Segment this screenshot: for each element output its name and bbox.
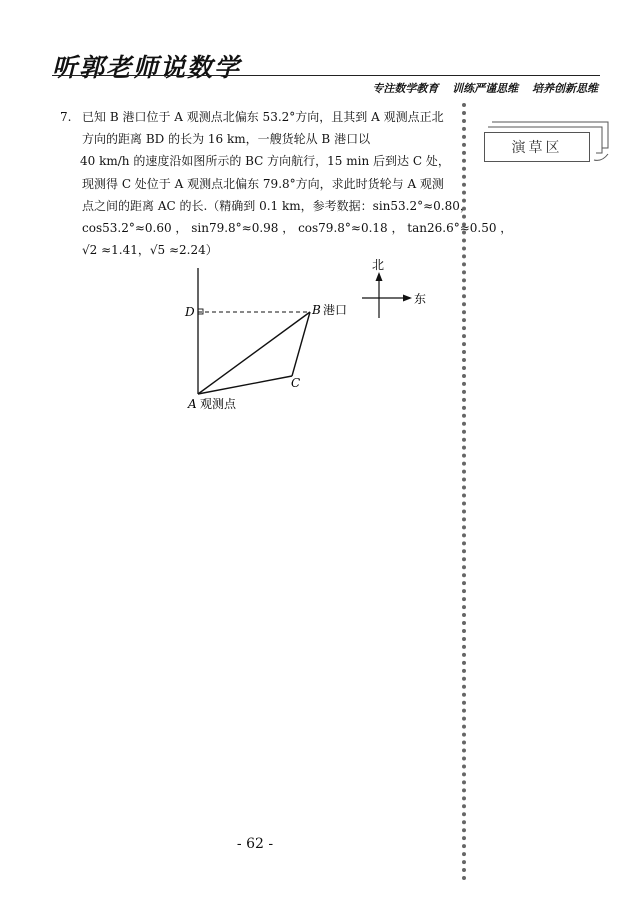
east-arrow-icon	[403, 295, 412, 302]
header-motto: 专注数学教育 训练严谨思维 培养创新思维	[372, 82, 598, 95]
label-A-text: 观测点	[200, 397, 237, 411]
page-number: - 62 -	[236, 836, 274, 852]
segment-BC	[292, 312, 310, 376]
draft-divider	[462, 103, 466, 881]
compass-north-label: 北	[372, 258, 385, 272]
problem-line: 40 km/h 的速度沿如图所示的 BC 方向航行，15 min 后到达 C 处，	[80, 154, 450, 169]
compass-icon	[362, 258, 426, 318]
problem-line: 已知 B 港口位于 A 观测点北偏东 53.2°方向，且其到 A 观测点正北	[82, 110, 444, 124]
draft-area-tab	[478, 118, 613, 168]
compass-east-label: 东	[414, 292, 427, 306]
label-B: B	[312, 303, 321, 317]
header-rule	[52, 75, 600, 76]
problem-statement	[60, 106, 513, 261]
problem-line: 点之间的距离 AC 的长.（精确到 0.1 km，参考数据：sin53.2°≈0.80，	[82, 198, 472, 213]
problem-line: 方向的距离 BD 的长为 16 km，一艘货轮从 B 港口以	[82, 132, 371, 147]
segment-AC	[198, 376, 292, 394]
problem-text	[80, 106, 513, 261]
north-arrow-icon	[376, 272, 383, 281]
problem-line: cos53.2°≈0.60 ， sin79.8°≈0.98 ， cos79.8°≈0.18 ， tan26.6°≈0.50 ，	[82, 221, 513, 236]
header-title: 听郭老师说数学	[52, 53, 242, 82]
geometry-figure	[176, 256, 436, 416]
label-A: A	[188, 397, 197, 411]
geometry-diagram	[176, 256, 436, 416]
draft-area-label: 演草区	[484, 132, 590, 162]
label-B-text: 港口	[323, 303, 348, 317]
problem-number: 7.	[60, 110, 72, 124]
problem-line: √2 ≈1.41，√5 ≈2.24）	[82, 243, 218, 258]
label-D: D	[185, 305, 195, 319]
problem-line: 现测得 C 处位于 A 观测点北偏东 79.8°方向，求此时货轮与 A 观测	[82, 176, 444, 191]
label-C: C	[291, 376, 301, 390]
